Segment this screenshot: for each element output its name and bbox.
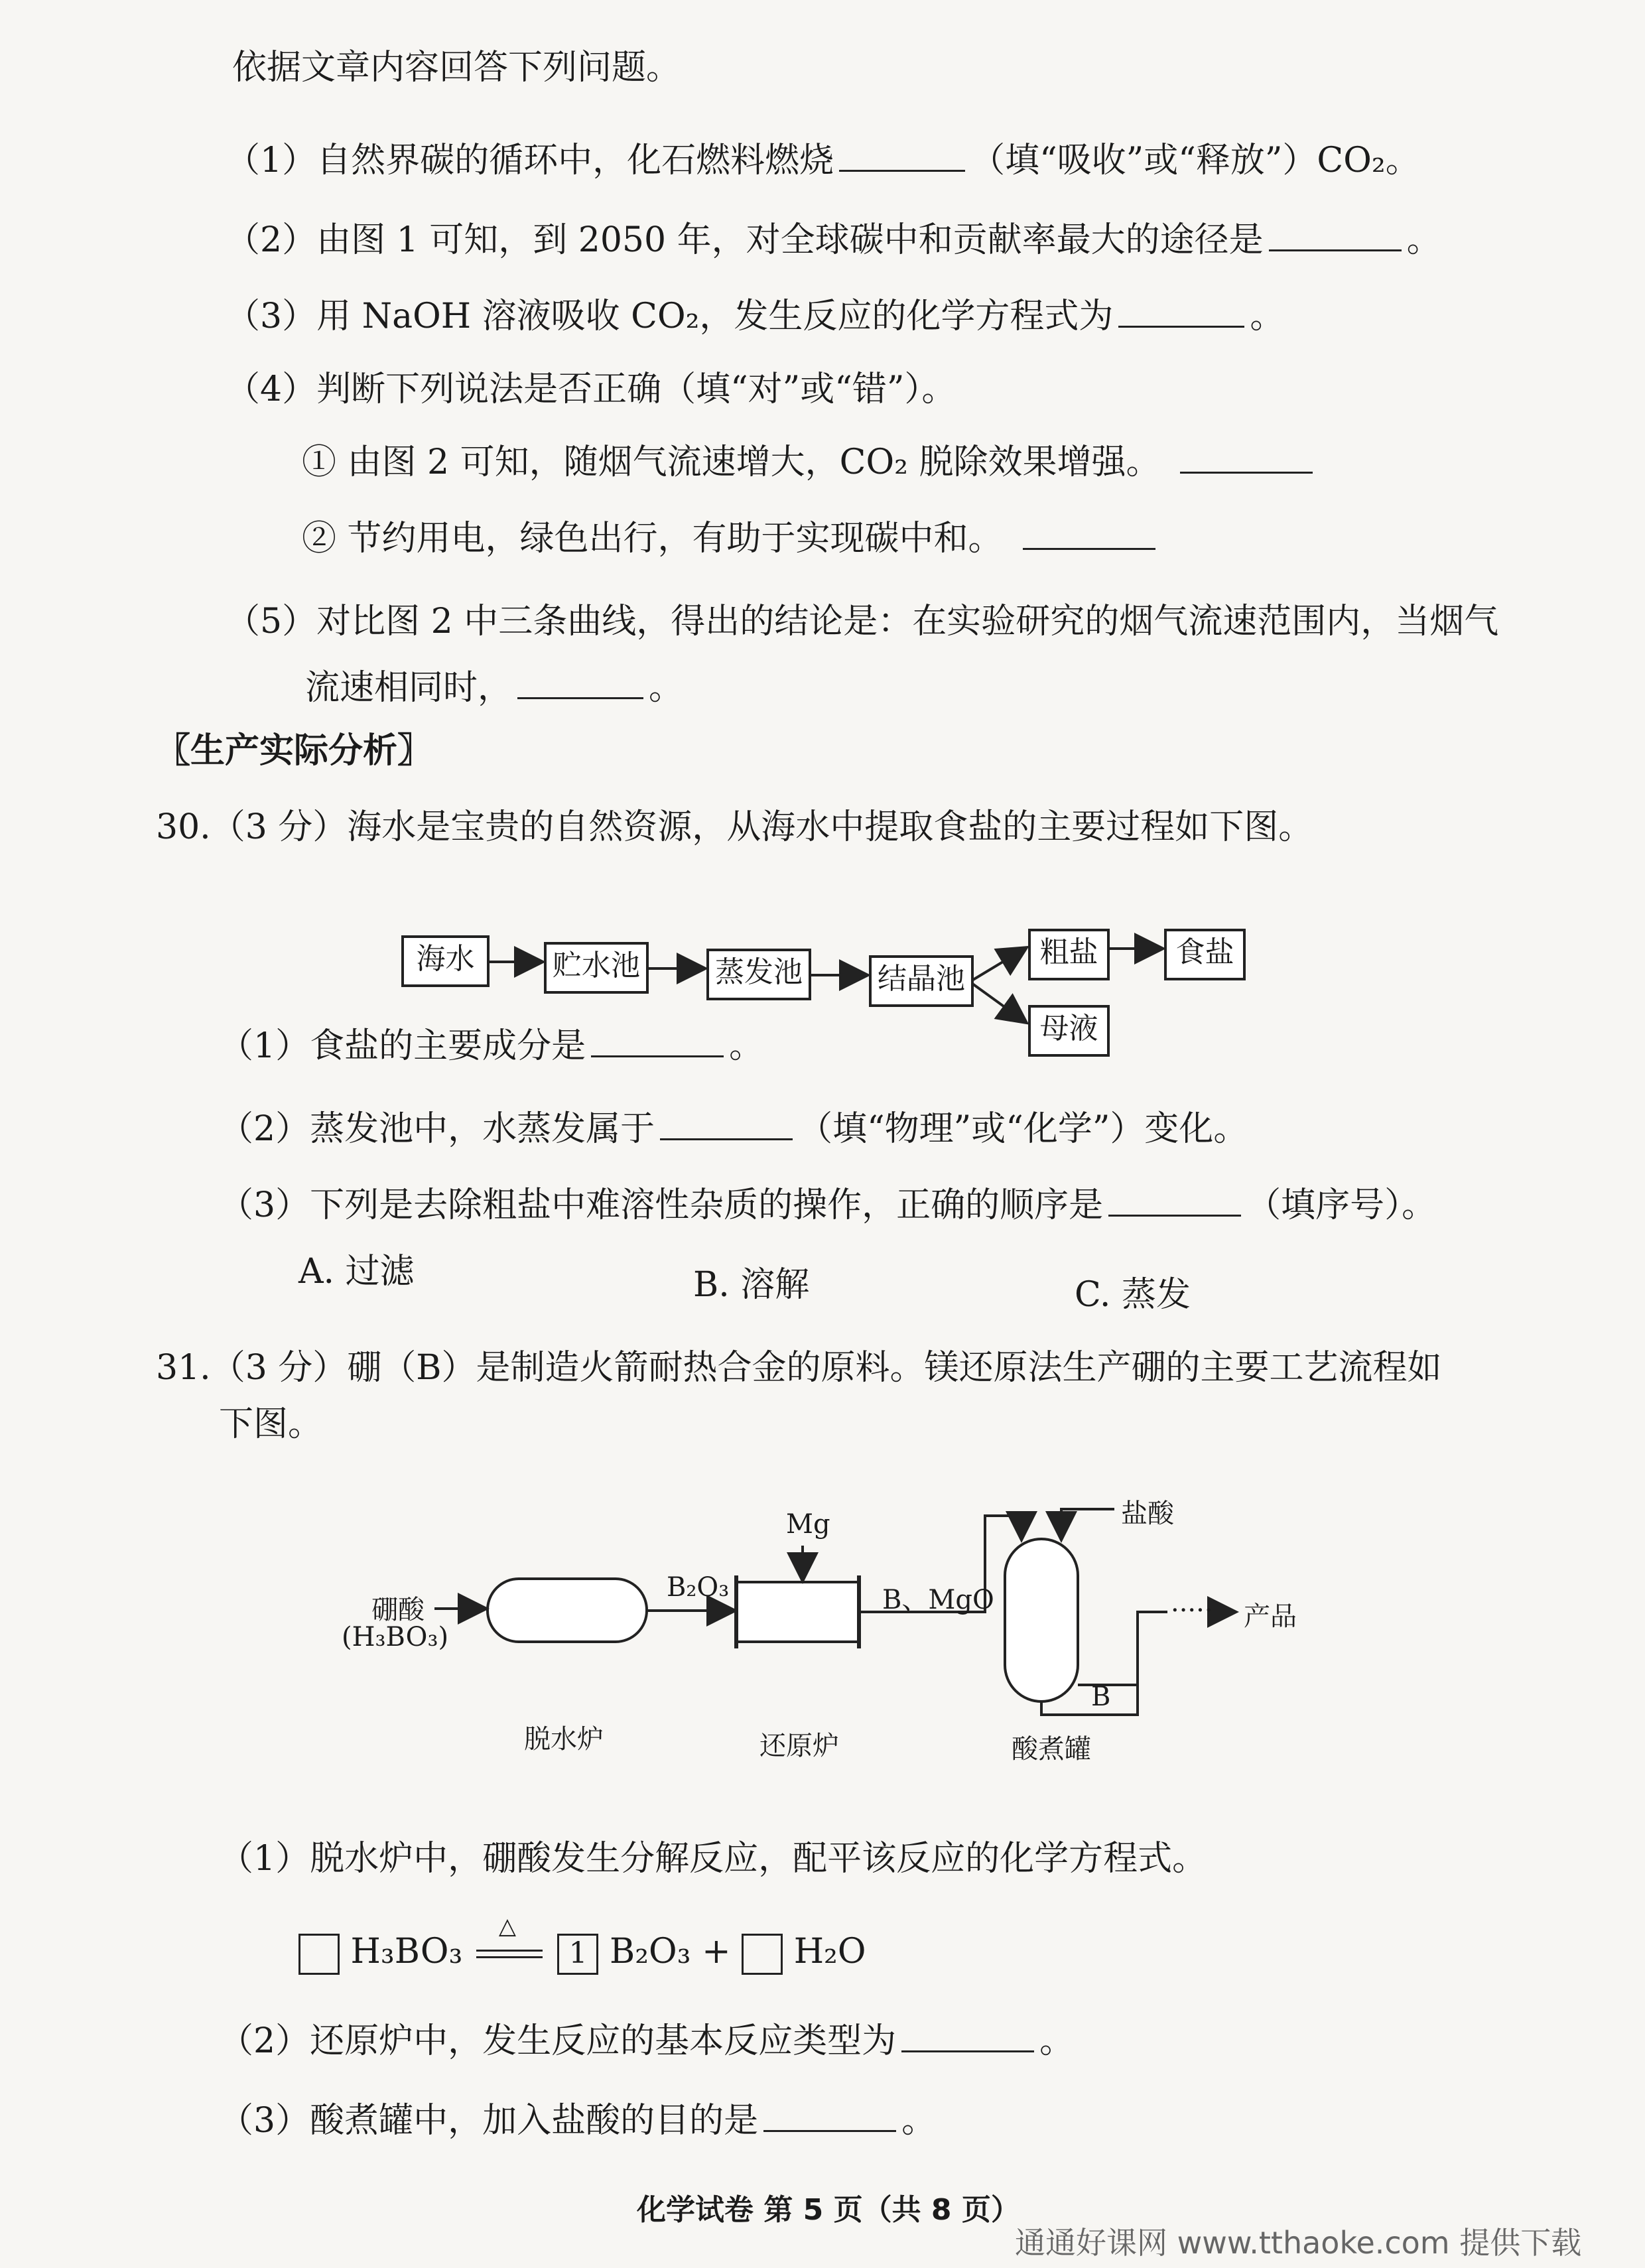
label-mg: Mg [786, 1509, 830, 1540]
eq-b2o3: B₂O₃ [609, 1932, 691, 1971]
q30-stem: 30.（3 分）海水是宝贵的自然资源，从海水中提取食盐的主要过程如下图。 [156, 807, 1313, 847]
q29-p4-1-text: ① 由图 2 可知，随烟气流速增大，CO₂ 脱除效果增强。 [302, 442, 1161, 482]
reduction-furnace [736, 1582, 859, 1642]
q31-part1: （1）脱水炉中，硼酸发生分解反应，配平该反应的化学方程式。 [219, 1839, 1207, 1879]
q29-p5-end: 。 [649, 668, 684, 708]
q30-option-c: C. 蒸发 [1075, 1275, 1191, 1315]
flow-box-seawater: 海水 [401, 935, 490, 987]
flow-box-evaporation-pond: 蒸发池 [706, 949, 811, 1000]
q30-p3-text: （3）下列是去除粗盐中难溶性杂质的操作，正确的顺序是 [219, 1185, 1104, 1225]
label-hydrochloric-acid: 盐酸 [1121, 1499, 1174, 1529]
q31-p3-end: 。 [901, 2101, 937, 2141]
eq-heat-arrow [474, 1912, 547, 1971]
q29-p1-text: （1）自然界碳的循环中，化石燃料燃烧 [226, 141, 834, 180]
q30-p1-text: （1）食盐的主要成分是 [219, 1026, 586, 1066]
q31-p3-answer-blank[interactable] [763, 2101, 896, 2132]
q31-stem-line2: 下图。 [219, 1404, 323, 1444]
q29-p5-text: 流速相同时， [305, 668, 513, 708]
label-b-mgo: B、MgO [882, 1585, 994, 1615]
watermark: 通通好课网 www.tthaoke.com 提供下载 [1015, 2225, 1582, 2261]
flow-box-reservoir: 贮水池 [544, 942, 649, 994]
q29-p1-hint: （填“吸收”或“释放”）CO₂。 [970, 141, 1420, 180]
label-product: 产品 [1244, 1601, 1297, 1632]
q29-p3-text: （3）用 NaOH 溶液吸收 CO₂，发生反应的化学方程式为 [226, 297, 1114, 336]
label-dots: ····· [1171, 1595, 1213, 1626]
flow-box-mother-liquor: 母液 [1028, 1005, 1110, 1057]
label-b2o3: B₂O₃ [667, 1572, 730, 1603]
q30-p3-hint: （填序号）。 [1246, 1185, 1437, 1225]
q30-p1-end: 。 [729, 1026, 764, 1066]
label-boric-acid-formula: (H₃BO₃) [342, 1622, 449, 1652]
intro-text: 依据文章内容回答下列问题。 [232, 48, 681, 88]
q29-part5: （5）对比图 2 中三条曲线，得出的结论是：在实验研究的烟气流速范围内，当烟气 [226, 602, 1499, 641]
q30-p2-text: （2）蒸发池中，水蒸发属于 [219, 1109, 655, 1149]
q31-p2-text: （2）还原炉中，发生反应的基本反应类型为 [219, 2021, 897, 2061]
q30-option-a: A. 过滤 [298, 1252, 415, 1292]
section-title: 〖生产实际分析〗 [156, 731, 432, 771]
eq-plus: + [702, 1932, 731, 1971]
label-acid-boiling-tank: 酸煮罐 [1012, 1734, 1091, 1765]
q31-p2-end: 。 [1039, 2021, 1075, 2061]
label-dehydration-furnace: 脱水炉 [524, 1724, 604, 1755]
eq-h3bo3: H₃BO₃ [350, 1932, 463, 1971]
q31-equation [298, 1912, 866, 1975]
dehydration-furnace [488, 1579, 647, 1642]
q30-p2-hint: （填“物理”或“化学”）变化。 [798, 1109, 1248, 1149]
q31-part3 [219, 2100, 936, 2142]
q29-p3-end: 。 [1250, 297, 1285, 336]
page-footer: 化学试卷 第 5 页（共 8 页） [637, 2193, 1020, 2227]
eq-delta: △ [498, 1912, 517, 1940]
q31-p3-text: （3）酸煮罐中，加入盐酸的目的是 [219, 2101, 759, 2141]
coef-box-b2o3: 1 [557, 1934, 598, 1975]
label-boric-acid: 硼酸 [371, 1595, 425, 1625]
label-reduction-furnace: 还原炉 [759, 1731, 839, 1761]
q31-part2 [219, 2020, 1074, 2062]
label-b: B [1091, 1682, 1111, 1712]
q30-option-b: B. 溶解 [693, 1265, 810, 1305]
q29-p2-text: （2）由图 1 可知，到 2050 年，对全球碳中和贡献率最大的途径是 [226, 220, 1264, 260]
eq-h2o: H₂O [793, 1932, 866, 1971]
coef-box-h3bo3[interactable] [298, 1934, 340, 1975]
q29-p4-2-text: ② 节约用电，绿色出行，有助于实现碳中和。 [302, 519, 1003, 559]
q29-p2-end: 。 [1406, 220, 1441, 260]
q29-part4: （4）判断下列说法是否正确（填“对”或“错”）。 [226, 369, 956, 409]
flow-box-crystallization-pond: 结晶池 [869, 955, 974, 1007]
flow-box-crude-salt: 粗盐 [1028, 929, 1110, 980]
flow-box-table-salt: 食盐 [1164, 929, 1246, 980]
acid-boiling-tank [1005, 1539, 1078, 1701]
q31-p2-answer-blank[interactable] [901, 2021, 1034, 2052]
coef-box-h2o[interactable] [742, 1934, 783, 1975]
q31-stem-line1: 31.（3 分）硼（B）是制造火箭耐热合金的原料。镁还原法生产硼的主要工艺流程如 [156, 1348, 1442, 1388]
